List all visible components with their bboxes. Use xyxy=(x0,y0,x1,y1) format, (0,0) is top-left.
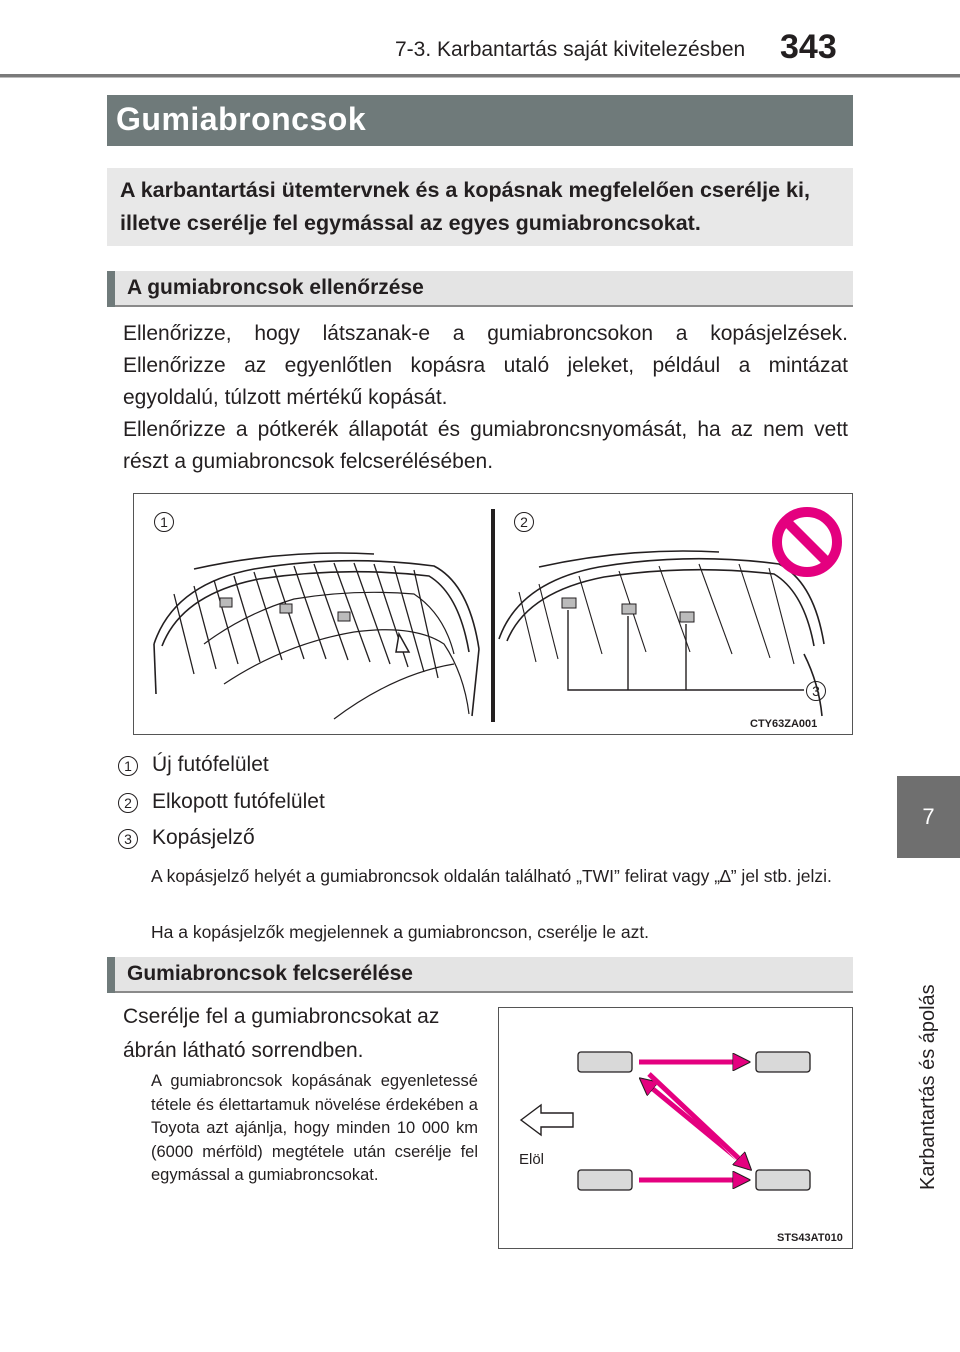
intro-box xyxy=(107,168,853,246)
wear-indicator-note: A kopásjelző helyét a gumiabroncsok oldalán található „TWI” felirat vagy „∆” jel stb. jelzi. xyxy=(151,866,832,886)
new-tread-tire xyxy=(154,553,479,719)
section-heading-bar xyxy=(107,271,115,307)
tread-wear-figure xyxy=(133,493,853,735)
page-title-banner xyxy=(107,95,853,146)
legend-number: 3 xyxy=(118,829,138,849)
legend-label: Kopásjelző xyxy=(152,826,255,849)
chapter-tab[interactable]: 7 xyxy=(897,776,960,858)
tri-mark-icon xyxy=(396,634,409,652)
rotation-figure xyxy=(498,1007,853,1249)
worn-bar-3 xyxy=(680,612,694,622)
callout-1: 1 xyxy=(154,512,174,532)
section-heading-text: A gumiabroncsok ellenőrzése xyxy=(127,276,424,299)
legend-number: 2 xyxy=(118,793,138,813)
tire-front-right xyxy=(578,1170,632,1190)
rotation-note: A gumiabroncsok kopásának egyenletessé tétele és élettartamuk növelése érdekében a Toyota azt ajánlja, hogy minden 10 000 km (6000 mérföld) megtétele után cserélje fel egymással a gumiabroncsokat. xyxy=(151,1072,478,1184)
worn-bar-2 xyxy=(622,604,636,614)
front-label: Elöl xyxy=(519,1151,545,1168)
tread-wear-illustration xyxy=(134,494,852,734)
legend-label: Új futófelület xyxy=(152,753,269,776)
new-tread-grooves xyxy=(174,563,438,678)
tire-front-left xyxy=(578,1052,632,1072)
page-title: Gumiabroncsok xyxy=(116,101,367,137)
legend-number: 1 xyxy=(118,756,138,776)
header-rule-thin xyxy=(0,77,960,78)
replace-note: Ha a kopásjelzők megjelennek a gumiabroncson, cserélje le azt. xyxy=(151,922,650,942)
rotation-paragraph: Cserélje fel a gumiabroncsokat az ábrán látható sorrendben. xyxy=(123,1005,440,1062)
tire-rear-left xyxy=(756,1052,810,1072)
check-paragraph-1: Ellenőrizze, hogy látszanak-e a gumiabroncsokon a kopásjelzések. Ellenőrizze az egyenlőtlen kopásra utaló jeleket, például a mintázat egyoldalú, túlzott mértékű kopását. xyxy=(123,322,848,409)
rotation-diagram xyxy=(499,1008,852,1248)
figure-id: STS43AT010 xyxy=(777,1232,843,1244)
wear-bar-2 xyxy=(280,604,292,613)
worn-tread-tire xyxy=(499,551,824,716)
worn-tread-grooves xyxy=(519,564,794,664)
callout-3: 3 xyxy=(806,681,826,701)
figure-id: CTY63ZA001 xyxy=(750,718,818,730)
prohibited-icon xyxy=(777,512,837,572)
worn-bar-1 xyxy=(562,598,576,608)
section-heading-bar xyxy=(107,957,115,993)
check-paragraph-2: Ellenőrizze a pótkerék állapotát és gumiabroncsnyomását, ha az nem vett részt a gumiabroncsok felcserélésében. xyxy=(123,418,848,473)
callout-2: 2 xyxy=(514,512,534,532)
header-section-title: 7-3. Karbantartás saját kivitelezésben xyxy=(395,38,746,61)
legend-label: Elkopott futófelület xyxy=(152,790,325,813)
wear-bar-1 xyxy=(220,598,232,607)
wear-bar-3 xyxy=(338,612,350,621)
section-heading-text: Gumiabroncsok felcserélése xyxy=(127,962,413,985)
front-arrow-icon xyxy=(521,1105,573,1135)
chapter-label-text: Karbantartás és ápolás xyxy=(917,984,939,1190)
chapter-label xyxy=(897,870,960,1200)
section-heading-rotation xyxy=(107,957,853,993)
intro-text: A karbantartási ütemtervnek és a kopásnak megfelelően cserélje ki, illetve cserélje fel egymással az egyes gumiabroncsokat. xyxy=(120,178,810,235)
tire-rear-right xyxy=(756,1170,810,1190)
arrow-front-left-to-rear-right xyxy=(649,1074,749,1168)
section-heading-check xyxy=(107,271,853,307)
page-number: 343 xyxy=(780,28,837,66)
